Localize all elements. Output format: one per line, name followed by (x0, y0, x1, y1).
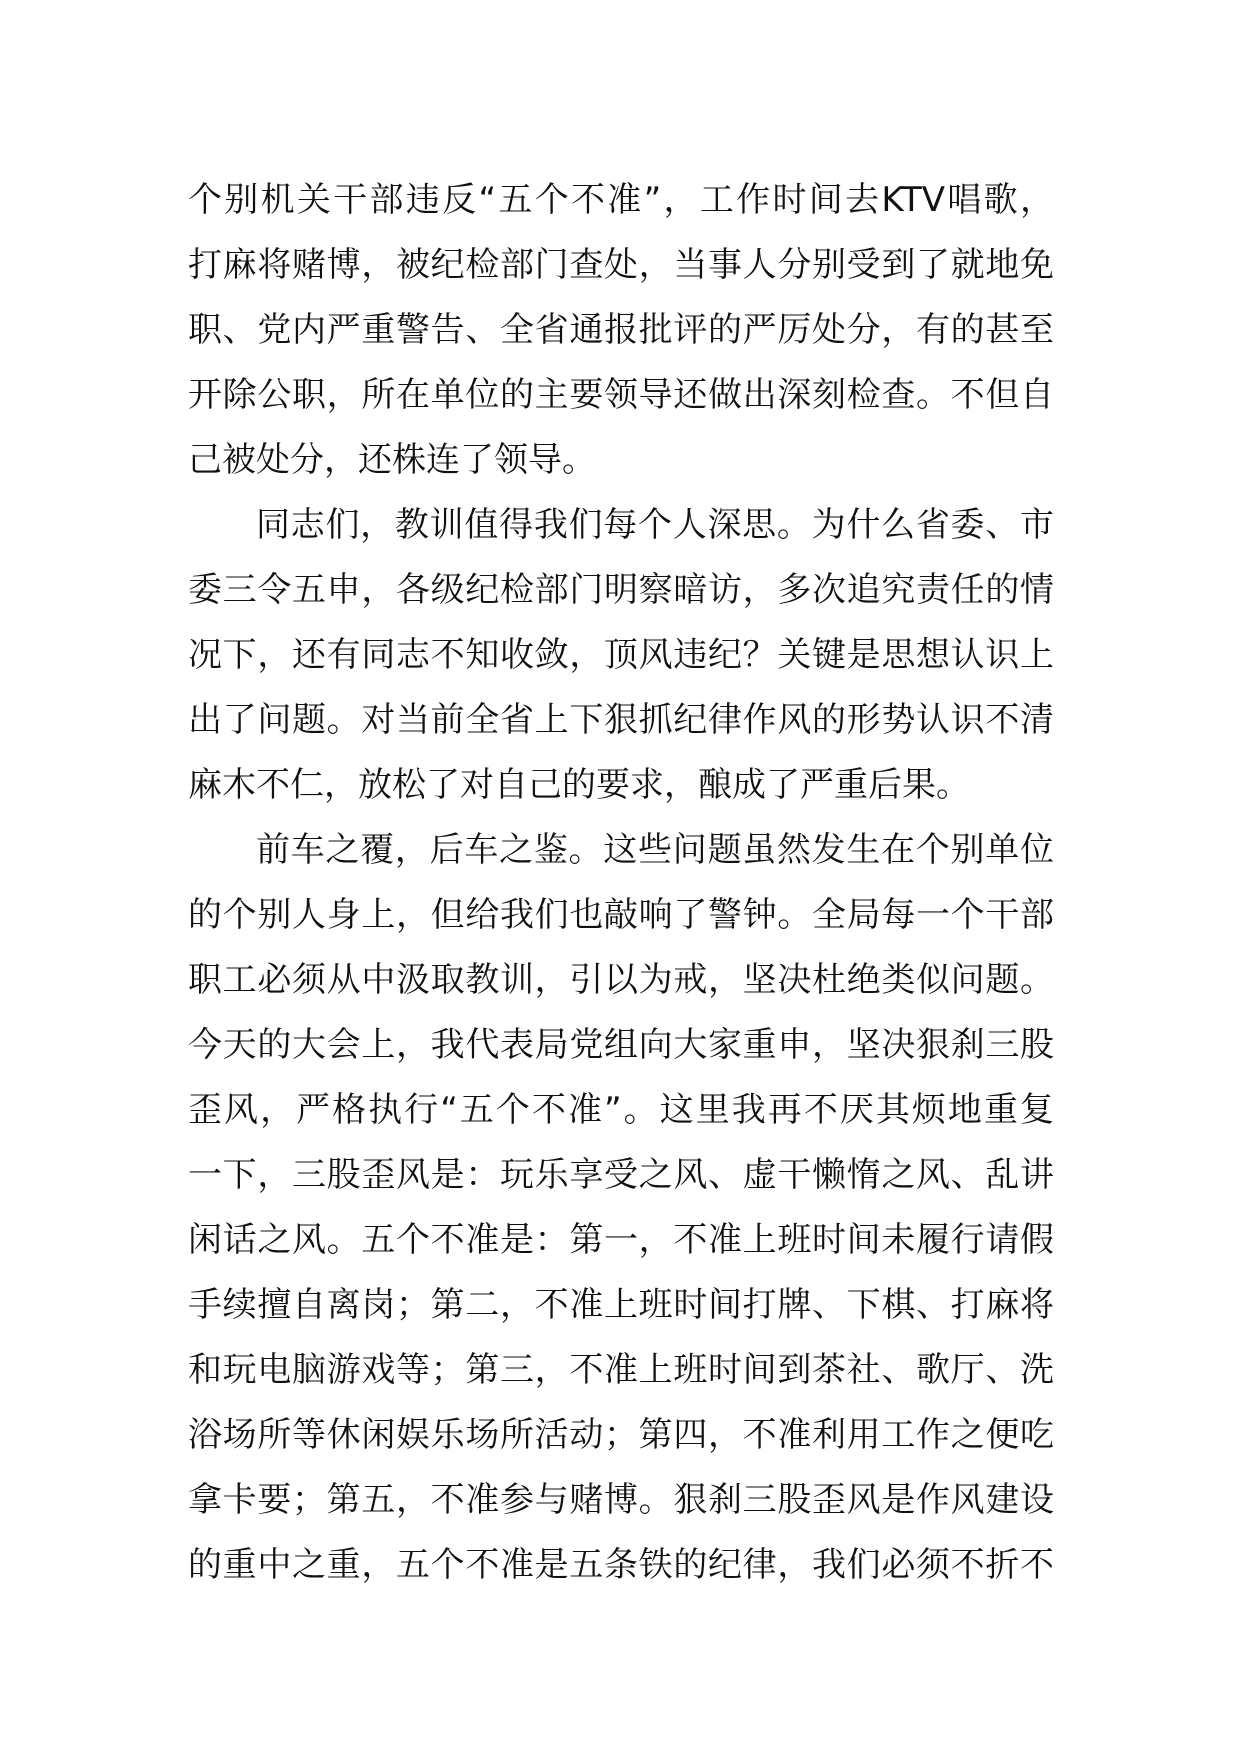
text-line: 前车之覆，后车之鉴。这些问题虽然发生在个别单位 (256, 830, 1054, 870)
text-line: 麻木不仁，放松了对自己的要求，酿成了严重后果。 (188, 765, 970, 805)
text-line: 拿卡要；第五，不准参与赌博。狠刹三股歪风是作风建设 (188, 1480, 1054, 1520)
text-line: 一下，三股歪风是：玩乐享受之风、虚干懒惰之风、乱讲 (188, 1155, 1054, 1195)
text-line: 个别机关干部违反“五个不准”，工作时间去KTV唱歌， (188, 180, 1054, 220)
text-line: 手续擅自离岗；第二，不准上班时间打牌、下棋、打麻将 (188, 1285, 1054, 1325)
text-line: 开除公职，所在单位的主要领导还做出深刻检查。不但自 (188, 375, 1054, 415)
text-line: 职工必须从中汲取教训，引以为戒，坚决杜绝类似问题。 (188, 960, 1054, 1000)
text-line: 闲话之风。五个不准是：第一，不准上班时间未履行请假 (188, 1220, 1054, 1260)
text-line: 浴场所等休闲娱乐场所活动；第四，不准利用工作之便吃 (188, 1415, 1054, 1455)
text-line: 同志们，教训值得我们每个人深思。为什么省委、市 (256, 505, 1054, 545)
text-line: 的重中之重，五个不准是五条铁的纪律，我们必须不折不 (188, 1545, 1054, 1585)
document-body (188, 168, 1054, 1598)
text-line: 出了问题。对当前全省上下狠抓纪律作风的形势认识不清 (188, 700, 1054, 740)
text-line: 今天的大会上，我代表局党组向大家重申，坚决狠刹三股 (188, 1025, 1054, 1065)
text-line: 己被处分，还株连了领导。 (188, 440, 596, 480)
text-line: 委三令五申，各级纪检部门明察暗访，多次追究责任的情 (188, 570, 1054, 610)
text-line: 打麻将赌博，被纪检部门查处，当事人分别受到了就地免 (188, 245, 1054, 285)
text-line: 歪风，严格执行“五个不准”。这里我再不厌其烦地重复 (188, 1090, 1054, 1130)
text-line: 况下，还有同志不知收敛，顶风违纪？关键是思想认识上 (188, 635, 1054, 675)
text-line: 的个别人身上，但给我们也敲响了警钟。全局每一个干部 (188, 895, 1054, 935)
text-line: 和玩电脑游戏等；第三，不准上班时间到茶社、歌厅、洗 (188, 1350, 1054, 1390)
text-line: 职、党内严重警告、全省通报批评的严厉处分，有的甚至 (188, 310, 1054, 350)
